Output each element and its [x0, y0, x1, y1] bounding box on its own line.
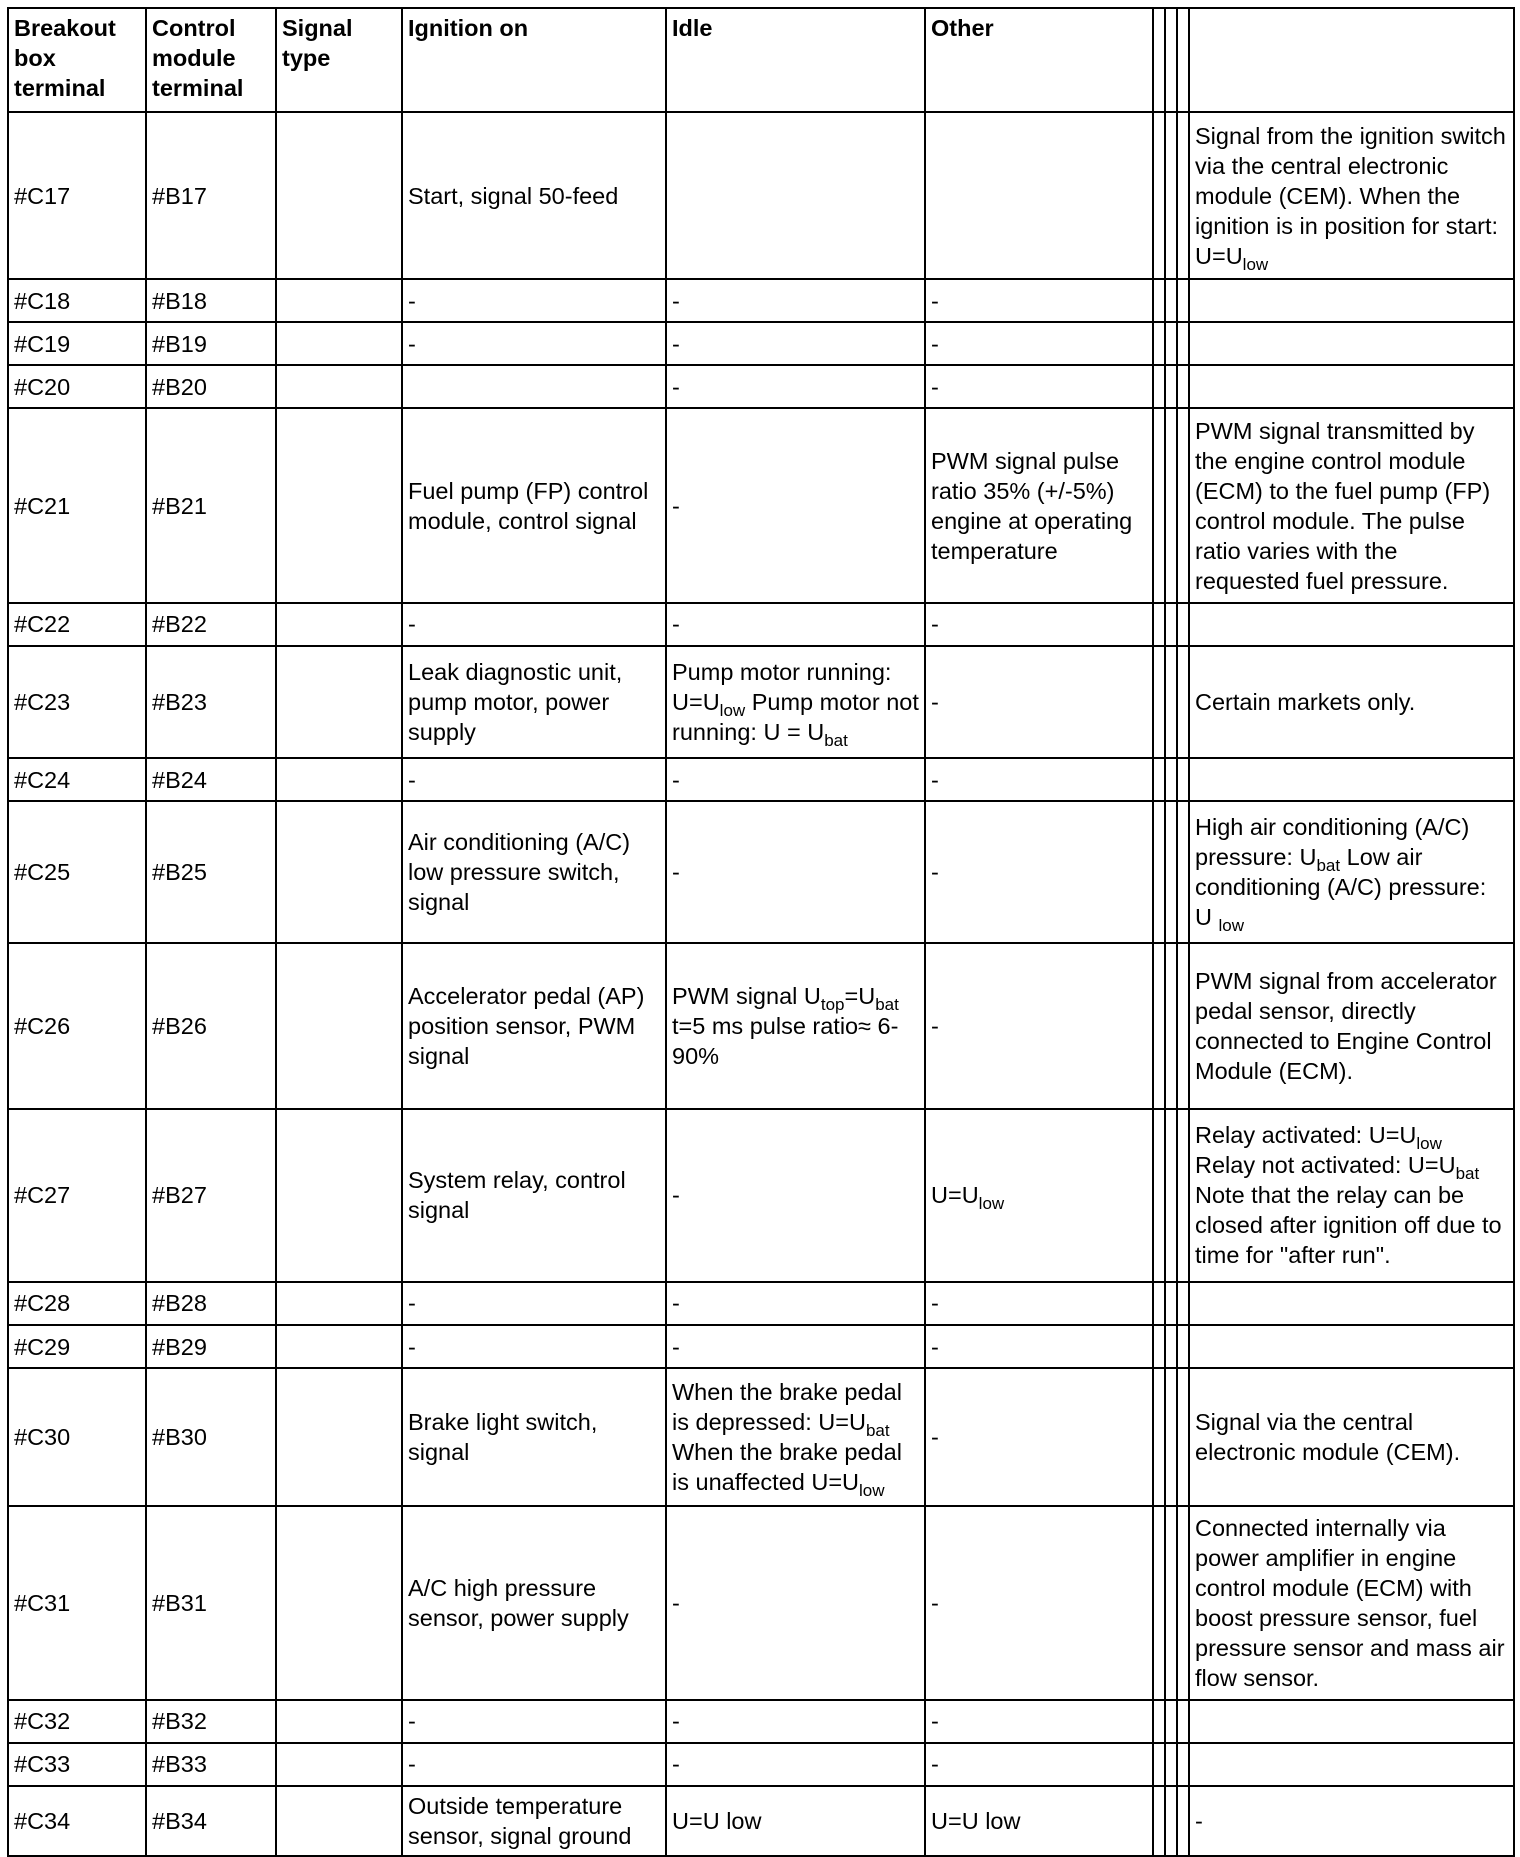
- other-cell: -: [925, 758, 1153, 801]
- signal-type-cell: [276, 801, 402, 943]
- breakout-terminal: #C31: [8, 1506, 146, 1699]
- breakout-terminal: #C22: [8, 603, 146, 646]
- ignition-on-cell: -: [402, 1700, 666, 1743]
- blank-cell: [1165, 1506, 1177, 1699]
- idle-cell: -: [666, 279, 925, 322]
- blank-cell: [1177, 758, 1189, 801]
- ignition-on-cell: -: [402, 758, 666, 801]
- blank-cell: [1165, 1786, 1177, 1856]
- blank-cell: [1177, 943, 1189, 1108]
- control-module-terminal: #B18: [146, 279, 276, 322]
- notes-cell: [1189, 603, 1514, 646]
- blank-cell: [1177, 1282, 1189, 1325]
- notes-cell: High air conditioning (A/C) pressure: $U_{bat}$ Low air conditioning (A/C) pressure: U $_{low}$: [1189, 801, 1514, 943]
- idle-cell: -: [666, 365, 925, 408]
- blank-cell: [1165, 279, 1177, 322]
- control-module-terminal: #B34: [146, 1786, 276, 1856]
- table-row: [8, 1700, 1514, 1743]
- breakout-terminal: #C33: [8, 1743, 146, 1786]
- notes-cell: -: [1189, 1786, 1514, 1856]
- notes-cell: Signal via the central electronic module (CEM).: [1189, 1368, 1514, 1506]
- table-row: [8, 1325, 1514, 1368]
- other-cell: U=U low: [925, 1786, 1153, 1856]
- signal-type-cell: [276, 646, 402, 758]
- blank-cell: [1153, 1700, 1165, 1743]
- notes-cell: PWM signal transmitted by the engine control module (ECM) to the fuel pump (FP) control module. The pulse ratio varies with the requested fuel pressure.: [1189, 408, 1514, 602]
- blank-cell: [1153, 322, 1165, 365]
- control-module-terminal: #B26: [146, 943, 276, 1108]
- breakout-terminal: #C29: [8, 1325, 146, 1368]
- idle-cell: -: [666, 758, 925, 801]
- blank-cell: [1165, 801, 1177, 943]
- signal-type-cell: [276, 279, 402, 322]
- other-cell: -: [925, 365, 1153, 408]
- breakout-terminal: #C30: [8, 1368, 146, 1506]
- notes-cell: PWM signal from accelerator pedal sensor, directly connected to Engine Control Module (ECM).: [1189, 943, 1514, 1108]
- signal-type-cell: [276, 1368, 402, 1506]
- control-module-terminal: #B19: [146, 322, 276, 365]
- idle-cell: -: [666, 1700, 925, 1743]
- notes-cell: [1189, 1282, 1514, 1325]
- blank-cell: [1153, 112, 1165, 279]
- table-row: [8, 112, 1514, 279]
- idle-cell: -: [666, 801, 925, 943]
- ignition-on-cell: Start, signal 50-feed: [402, 112, 666, 279]
- notes-cell: [1189, 758, 1514, 801]
- table-row: [8, 646, 1514, 758]
- blank-cell: [1165, 112, 1177, 279]
- blank-cell: [1165, 943, 1177, 1108]
- ignition-on-cell: Air conditioning (A/C) low pressure switch, signal: [402, 801, 666, 943]
- blank-cell: [1177, 603, 1189, 646]
- other-cell: -: [925, 1743, 1153, 1786]
- other-cell: PWM signal pulse ratio 35% (+/-5%) engine at operating temperature: [925, 408, 1153, 602]
- control-module-terminal: #B24: [146, 758, 276, 801]
- header-idle: Idle: [666, 8, 925, 112]
- signal-type-cell: [276, 603, 402, 646]
- control-module-terminal: #B23: [146, 646, 276, 758]
- signal-type-cell: [276, 1109, 402, 1282]
- breakout-terminal: #C18: [8, 279, 146, 322]
- blank-cell: [1153, 1368, 1165, 1506]
- control-module-terminal: #B22: [146, 603, 276, 646]
- blank-cell: [1177, 1368, 1189, 1506]
- header-notes: [1189, 8, 1514, 112]
- notes-cell: Connected internally via power amplifier in engine control module (ECM) with boost pressure sensor, fuel pressure sensor and mass air flow sensor.: [1189, 1506, 1514, 1699]
- breakout-terminal: #C21: [8, 408, 146, 602]
- ignition-on-cell: -: [402, 1282, 666, 1325]
- header-signal-type: Signal type: [276, 8, 402, 112]
- blank-cell: [1177, 1700, 1189, 1743]
- blank-cell: [1153, 1109, 1165, 1282]
- signal-type-cell: [276, 758, 402, 801]
- blank-cell: [1165, 603, 1177, 646]
- ignition-on-cell: Brake light switch, signal: [402, 1368, 666, 1506]
- idle-cell: -: [666, 1325, 925, 1368]
- table-row: [8, 943, 1514, 1108]
- table-row: [8, 1786, 1514, 1856]
- table-row: [8, 603, 1514, 646]
- other-cell: [925, 112, 1153, 279]
- control-module-terminal: #B29: [146, 1325, 276, 1368]
- other-cell: -: [925, 646, 1153, 758]
- blank-cell: [1177, 408, 1189, 602]
- blank-cell: [1165, 408, 1177, 602]
- other-cell: -: [925, 1368, 1153, 1506]
- other-cell: -: [925, 1282, 1153, 1325]
- notes-cell: Certain markets only.: [1189, 646, 1514, 758]
- idle-cell: -: [666, 322, 925, 365]
- blank-cell: [1153, 1786, 1165, 1856]
- table-row: [8, 1743, 1514, 1786]
- blank-cell: [1153, 801, 1165, 943]
- table-row: [8, 758, 1514, 801]
- blank-cell: [1177, 279, 1189, 322]
- other-cell: -: [925, 943, 1153, 1108]
- idle-cell: When the brake pedal is depressed: $U=U_{bat}$ When the brake pedal is unaffected $U=U_{low}$: [666, 1368, 925, 1506]
- blank-cell: [1177, 322, 1189, 365]
- signal-type-cell: [276, 408, 402, 602]
- control-module-terminal: #B25: [146, 801, 276, 943]
- breakout-terminal: #C28: [8, 1282, 146, 1325]
- blank-cell: [1177, 112, 1189, 279]
- ignition-on-cell: -: [402, 1325, 666, 1368]
- breakout-terminal: #C19: [8, 322, 146, 365]
- other-cell: -: [925, 603, 1153, 646]
- breakout-terminal: #C25: [8, 801, 146, 943]
- idle-cell: Pump motor running: $U=U_{low}$ Pump motor not running: $U = U_{bat}$: [666, 646, 925, 758]
- idle-cell: -: [666, 1506, 925, 1699]
- breakout-terminal: #C32: [8, 1700, 146, 1743]
- notes-cell: [1189, 1325, 1514, 1368]
- idle-cell: -: [666, 1282, 925, 1325]
- blank-cell: [1165, 758, 1177, 801]
- other-cell: -: [925, 1506, 1153, 1699]
- table-row: [8, 1506, 1514, 1699]
- idle-cell: -: [666, 1109, 925, 1282]
- notes-cell: [1189, 1700, 1514, 1743]
- idle-cell: PWM signal $U_{top}=U_{bat}$ t=5 ms pulse ratio≈ 6-90%: [666, 943, 925, 1108]
- table-row: [8, 1282, 1514, 1325]
- blank-cell: [1165, 1700, 1177, 1743]
- other-cell: -: [925, 1325, 1153, 1368]
- blank-cell: [1165, 1325, 1177, 1368]
- signal-type-cell: [276, 365, 402, 408]
- blank-cell: [1153, 758, 1165, 801]
- breakout-terminal: #C34: [8, 1786, 146, 1856]
- ignition-on-cell: Outside temperature sensor, signal ground: [402, 1786, 666, 1856]
- blank-cell: [1153, 365, 1165, 408]
- table-row: [8, 279, 1514, 322]
- notes-cell: [1189, 365, 1514, 408]
- signal-type-cell: [276, 112, 402, 279]
- blank-cell: [1165, 1109, 1177, 1282]
- blank-cell: [1153, 603, 1165, 646]
- control-module-terminal: #B31: [146, 1506, 276, 1699]
- other-cell: -: [925, 801, 1153, 943]
- other-cell: -: [925, 279, 1153, 322]
- ignition-on-cell: A/C high pressure sensor, power supply: [402, 1506, 666, 1699]
- blank-cell: [1165, 646, 1177, 758]
- table-row: [8, 1368, 1514, 1506]
- control-module-terminal: #B21: [146, 408, 276, 602]
- terminal-table: [7, 7, 1515, 1857]
- control-module-terminal: #B28: [146, 1282, 276, 1325]
- idle-cell: -: [666, 408, 925, 602]
- signal-type-cell: [276, 943, 402, 1108]
- signal-type-cell: [276, 1325, 402, 1368]
- header-ignition-on: Ignition on: [402, 8, 666, 112]
- idle-cell: -: [666, 603, 925, 646]
- control-module-terminal: #B32: [146, 1700, 276, 1743]
- ignition-on-cell: -: [402, 279, 666, 322]
- blank-cell: [1177, 1506, 1189, 1699]
- header-other: Other: [925, 8, 1153, 112]
- signal-type-cell: [276, 1700, 402, 1743]
- blank-cell: [1153, 943, 1165, 1108]
- blank-cell: [1153, 1743, 1165, 1786]
- signal-type-cell: [276, 1282, 402, 1325]
- blank-cell: [1153, 646, 1165, 758]
- breakout-terminal: #C20: [8, 365, 146, 408]
- blank-cell: [1177, 365, 1189, 408]
- table-row: [8, 365, 1514, 408]
- breakout-terminal: #C27: [8, 1109, 146, 1282]
- ignition-on-cell: -: [402, 1743, 666, 1786]
- notes-cell: Signal from the ignition switch via the central electronic module (CEM). When the ignition is in position for start: $U=U_{low}$: [1189, 112, 1514, 279]
- notes-cell: [1189, 279, 1514, 322]
- header-row: [8, 8, 1514, 112]
- blank-cell: [1177, 801, 1189, 943]
- blank-cell: [1177, 1786, 1189, 1856]
- ignition-on-cell: -: [402, 322, 666, 365]
- signal-type-cell: [276, 1786, 402, 1856]
- header-blank-2: [1165, 8, 1177, 112]
- breakout-terminal: #C24: [8, 758, 146, 801]
- ignition-on-cell: Leak diagnostic unit, pump motor, power supply: [402, 646, 666, 758]
- signal-type-cell: [276, 322, 402, 365]
- ignition-on-cell: Accelerator pedal (AP) position sensor, PWM signal: [402, 943, 666, 1108]
- blank-cell: [1165, 365, 1177, 408]
- breakout-terminal: #C23: [8, 646, 146, 758]
- blank-cell: [1153, 1506, 1165, 1699]
- notes-cell: [1189, 322, 1514, 365]
- signal-type-cell: [276, 1506, 402, 1699]
- notes-cell: [1189, 1743, 1514, 1786]
- idle-cell: U=U low: [666, 1786, 925, 1856]
- ignition-on-cell: System relay, control signal: [402, 1109, 666, 1282]
- breakout-terminal: #C17: [8, 112, 146, 279]
- header-blank-1: [1153, 8, 1165, 112]
- header-breakout-box-terminal: Breakout box terminal: [8, 8, 146, 112]
- blank-cell: [1153, 1282, 1165, 1325]
- signal-type-cell: [276, 1743, 402, 1786]
- blank-cell: [1165, 1368, 1177, 1506]
- blank-cell: [1153, 279, 1165, 322]
- other-cell: -: [925, 322, 1153, 365]
- ignition-on-cell: Fuel pump (FP) control module, control signal: [402, 408, 666, 602]
- control-module-terminal: #B17: [146, 112, 276, 279]
- table-row: [8, 1109, 1514, 1282]
- table-row: [8, 408, 1514, 602]
- blank-cell: [1153, 1325, 1165, 1368]
- ignition-on-cell: [402, 365, 666, 408]
- idle-cell: [666, 112, 925, 279]
- blank-cell: [1177, 1743, 1189, 1786]
- table-row: [8, 801, 1514, 943]
- blank-cell: [1165, 1282, 1177, 1325]
- other-cell: -: [925, 1700, 1153, 1743]
- notes-cell: Relay activated: $U=U_{low}$ Relay not activated: $U=U_{bat}$ Note that the relay can be closed after ignition off due to time for "after run".: [1189, 1109, 1514, 1282]
- control-module-terminal: #B33: [146, 1743, 276, 1786]
- control-module-terminal: #B27: [146, 1109, 276, 1282]
- blank-cell: [1177, 1325, 1189, 1368]
- blank-cell: [1153, 408, 1165, 602]
- other-cell: $U=U_{low}$: [925, 1109, 1153, 1282]
- header-control-module-terminal: Control module terminal: [146, 8, 276, 112]
- header-blank-3: [1177, 8, 1189, 112]
- blank-cell: [1177, 1109, 1189, 1282]
- ignition-on-cell: -: [402, 603, 666, 646]
- blank-cell: [1165, 1743, 1177, 1786]
- breakout-terminal: #C26: [8, 943, 146, 1108]
- table-row: [8, 322, 1514, 365]
- blank-cell: [1177, 646, 1189, 758]
- blank-cell: [1165, 322, 1177, 365]
- idle-cell: -: [666, 1743, 925, 1786]
- control-module-terminal: #B30: [146, 1368, 276, 1506]
- control-module-terminal: #B20: [146, 365, 276, 408]
